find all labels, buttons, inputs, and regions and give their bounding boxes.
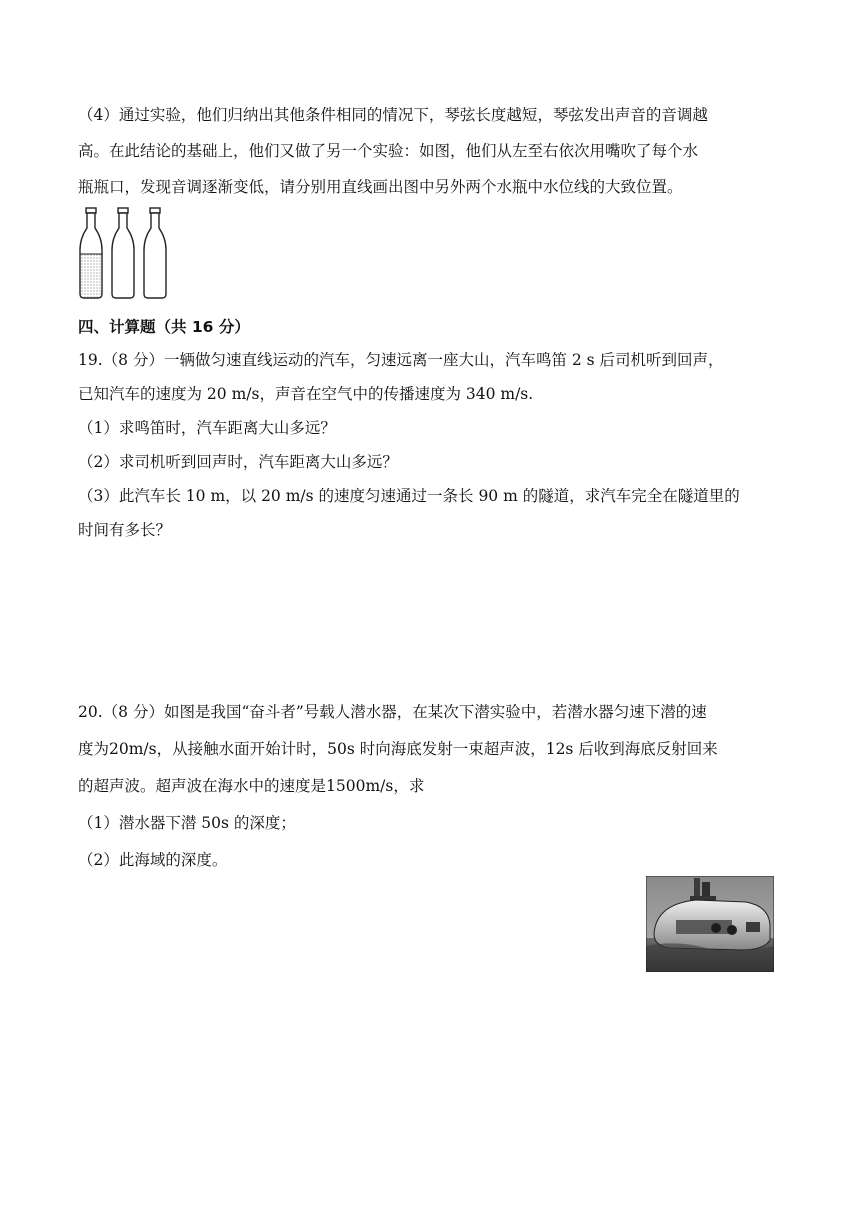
water-bottles-figure [78,206,178,306]
q19-sub3-line-1: （3）此汽车长 10 m，以 20 m/s 的速度匀速通过一条长 90 m 的隧道，求汽车完全在隧道里的 [78,487,740,505]
question-20 [78,697,784,875]
q19-line-2: 已知汽车的速度为 20 m/s，声音在空气中的传播速度为 340 m/s. [78,385,534,403]
part4-line-1: （4）通过实验，他们归纳出其他条件相同的情况下，琴弦长度越短，琴弦发出声音的音调越 [78,106,708,124]
q19-sub1: （1）求鸣笛时，汽车距离大山多远？ [78,419,336,437]
q20-sub1: （1）潜水器下潜 50s 的深度； [78,814,296,832]
bottle-1 [80,208,102,298]
submersible-photo [646,876,774,976]
q20-line-3: 的超声波。超声波在海水中的速度是1500m/s，求 [78,777,425,795]
part4-line-3: 瓶瓶口，发现音调逐渐变低，请分别用直线画出图中另外两个水瓶中水位线的大致位置。 [78,178,683,196]
q19-sub3-line-2: 时间有多长？ [78,521,172,539]
question-19 [78,345,784,545]
q20-sub2: （2）此海域的深度。 [78,851,228,869]
section-heading: 四、计算题（共 16 分） [78,318,250,336]
part4-line-2: 高。在此结论的基础上，他们又做了另一个实验：如图，他们从左至右依次用嘴吹了每个水 [78,142,699,160]
q19-sub2: （2）求司机听到回声时，汽车距离大山多远？ [78,453,398,471]
bottle-3 [144,208,166,298]
bottle-2 [112,208,134,298]
q19-line-1: 19.（8 分）一辆做匀速直线运动的汽车，匀速远离一座大山，汽车鸣笛 2 s 后司机听到回声， [78,351,724,369]
q20-line-1: 20.（8 分）如图是我国“奋斗者”号载人潜水器，在某次下潜实验中，若潜水器匀速下潜的速 [78,703,707,721]
q20-line-2: 度为20m/s，从接触水面开始计时，50s 时向海底发射一束超声波，12s 后收到海底反射回来 [78,740,718,758]
part4-text [78,100,784,202]
